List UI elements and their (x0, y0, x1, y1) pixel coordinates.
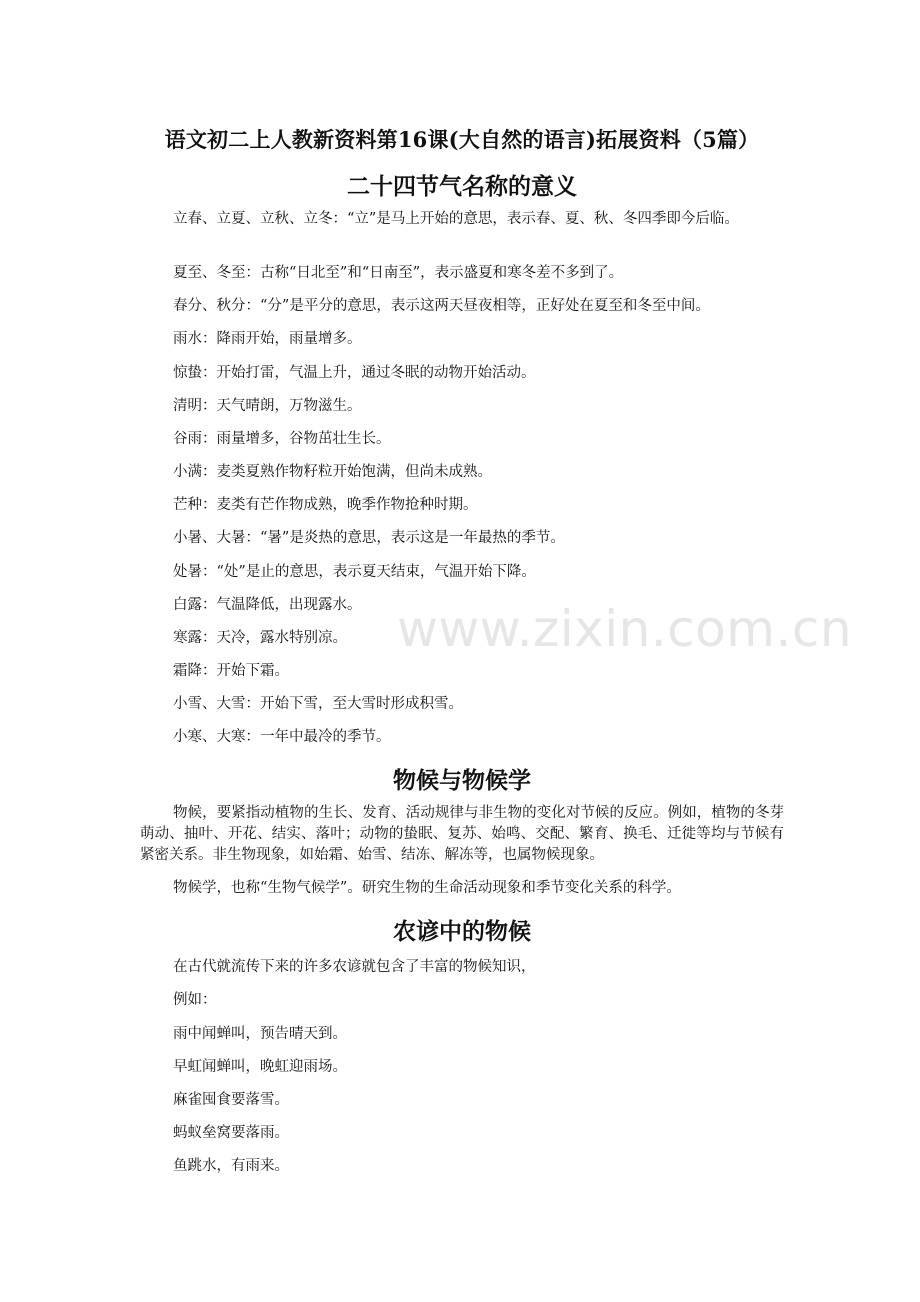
solar-term-item: 清明：天气晴朗，万物滋生。 (173, 398, 362, 414)
solar-term-item: 寒露：天冷，露水特别凉。 (173, 630, 347, 646)
solar-term-item: 芒种：麦类有芒作物成熟，晚季作物抢种时期。 (173, 497, 478, 513)
solar-term-item: 惊蛰：开始打雷，气温上升，通过冬眠的动物开始活动。 (173, 365, 536, 381)
proverb-line: 在古代就流传下来的许多农谚就包含了丰富的物候知识， (173, 959, 536, 975)
proverb-line: 麻雀囤食要落雪。 (173, 1092, 289, 1108)
proverb-line: 早虹闻蝉叫，晚虹迎雨场。 (173, 1059, 347, 1075)
phenology-paragraph: 物候学，也称“生物气候学”。研究生物的生命活动现象和季节变化关系的科学。 (173, 880, 681, 896)
section-heading-proverbs: 农谚中的物候 (393, 918, 531, 945)
proverb-line: 例如： (173, 992, 217, 1008)
proverb-line: 蚂蚁垒窝要落雨。 (173, 1125, 289, 1141)
proverb-line: 雨中闻蝉叫，预告晴天到。 (173, 1026, 347, 1042)
section-heading-phenology: 物候与物候学 (393, 767, 531, 794)
section-heading-solar-terms: 二十四节气名称的意义 (347, 173, 577, 200)
solar-term-item: 春分、秋分：“分”是平分的意思，表示这两天昼夜相等，正好处在夏至和冬至中间。 (173, 298, 710, 314)
solar-term-item: 处暑：“处”是止的意思，表示夏天结束，气温开始下降。 (173, 564, 536, 580)
solar-term-item: 夏至、冬至：古称“日北至”和“日南至”，表示盛夏和寒冬差不多到了。 (173, 265, 624, 281)
document-title: 语文初二上人教新资料第16课(大自然的语言)拓展资料（5篇） (164, 127, 760, 152)
solar-term-item: 霜降：开始下霜。 (173, 663, 289, 679)
solar-term-item: 雨水：降雨开始，雨量增多。 (173, 331, 362, 347)
solar-terms-intro: 立春、立夏、立秋、立冬：“立”是马上开始的意思，表示春、夏、秋、冬四季即今后临。 (173, 211, 739, 227)
watermark: www.zixin.com.cn (397, 600, 853, 658)
solar-term-item: 小满：麦类夏熟作物籽粒开始饱满，但尚未成熟。 (173, 464, 492, 480)
phenology-paragraph: 物候，要紧指动植物的生长、发育、活动规律与非生物的变化对节候的反应。例如，植物的冬芽萌动、抽叶、开花、结实、落叶；动物的蛰眠、复苏、始鸣、交配、繁育、换毛、迁徙等均与节候有紧密关系。非生物现象，如始霜、始雪、结冻、解冻等，也属物候现象。 (140, 805, 784, 863)
solar-term-item: 谷雨：雨量增多，谷物茁壮生长。 (173, 431, 391, 447)
solar-term-item: 白露：气温降低，出现露水。 (173, 597, 362, 613)
proverb-line: 鱼跳水，有雨来。 (173, 1158, 289, 1174)
solar-term-item: 小雪、大雪：开始下雪，至大雪时形成积雪。 (173, 696, 463, 712)
solar-term-item: 小寒、大寒：一年中最冷的季节。 (173, 729, 391, 745)
solar-term-item: 小暑、大暑：“暑”是炎热的意思，表示这是一年最热的季节。 (173, 530, 565, 546)
